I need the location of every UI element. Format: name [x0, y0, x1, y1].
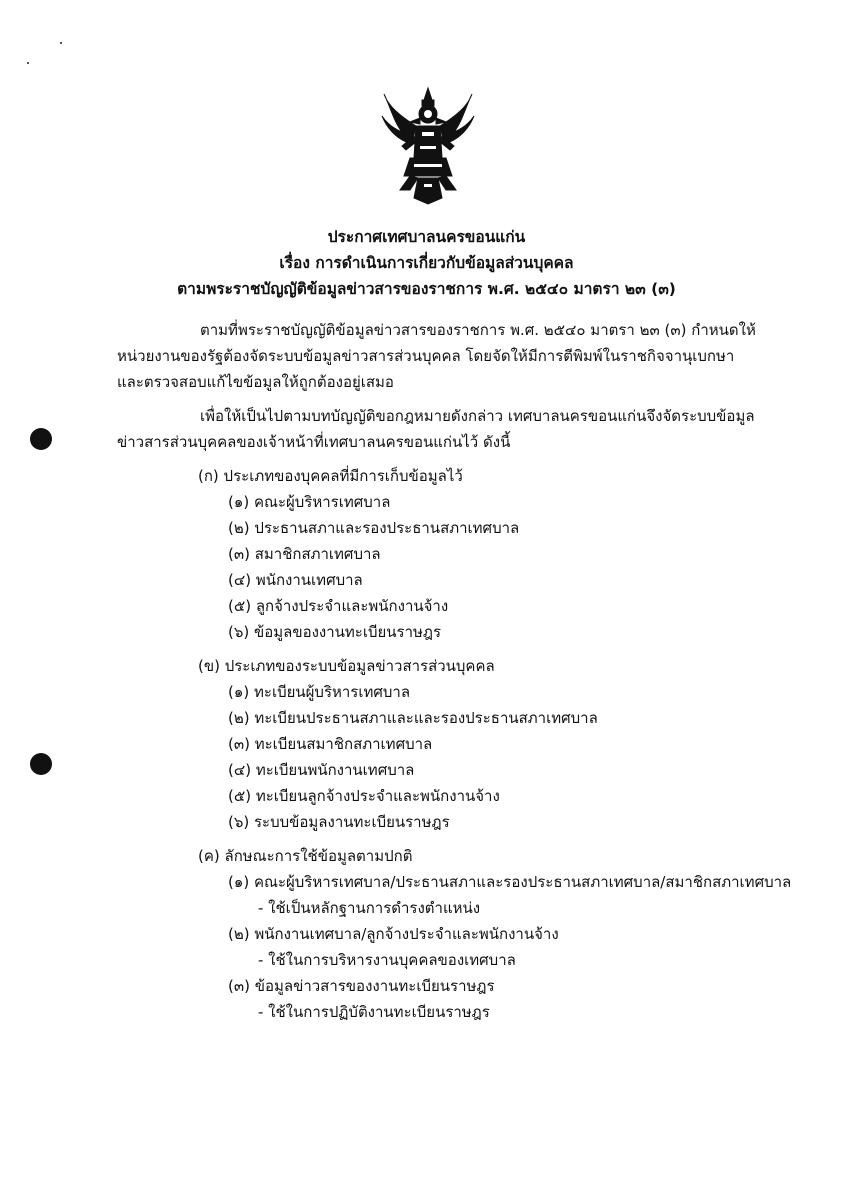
section-b-item: (๕) ทะเบียนลูกจ้างประจำและพนักงานจ้าง	[228, 787, 500, 805]
garuda-emblem-icon	[380, 86, 476, 206]
section-a-item: (๕) ลูกจ้างประจำและพนักงานจ้าง	[228, 597, 449, 615]
punch-hole	[30, 753, 52, 775]
section-a-item: (๖) ข้อมูลของงานทะเบียนราษฎร	[228, 623, 442, 641]
section-c-heading: (ค) ลักษณะการใช้ข้อมูลตามปกติ	[198, 847, 413, 865]
section-a-heading: (ก) ประเภทของบุคคลที่มีการเก็บข้อมูลไว้	[198, 467, 463, 485]
header-line-2: เรื่อง การดำเนินการเกี่ยวกับข้อมูลส่วนบุคคล	[279, 254, 574, 272]
paragraph-1-line-3: และตรวจสอบแก้ไขข้อมูลให้ถูกต้องอยู่เสมอ	[117, 373, 394, 391]
section-c-item-label: (๑) คณะผู้บริหารเทศบาล/ประธานสภาและรองประธานสภาเทศบาล/สมาชิกสภาเทศบาล	[228, 873, 792, 891]
section-b-heading: (ข) ประเภทของระบบข้อมูลข่าวสารส่วนบุคคล	[198, 657, 495, 675]
section-c-item-use: - ใช้เป็นหลักฐานการดำรงตำแหน่ง	[258, 899, 481, 917]
paragraph-2-line-1: เพื่อให้เป็นไปตามบทบัญญัติขอกฎหมายดังกล่าว เทศบาลนครขอนแก่นจึงจัดระบบข้อมูล	[200, 407, 755, 425]
section-b-item: (๖) ระบบข้อมูลงานทะเบียนราษฎร	[228, 813, 450, 831]
section-c-item-use: - ใช้ในการปฏิบัติงานทะเบียนราษฎร	[258, 1003, 490, 1021]
section-c-item-use: - ใช้ในการบริหารงานบุคคลของเทศบาล	[258, 951, 516, 969]
section-a-item: (๓) สมาชิกสภาเทศบาล	[228, 545, 381, 563]
scan-speck	[27, 62, 29, 64]
section-b-item: (๒) ทะเบียนประธานสภาและและรองประธานสภาเทศบาล	[228, 709, 598, 727]
paragraph-2-line-2: ข่าวสารส่วนบุคคลของเจ้าหน้าที่เทศบาลนครขอนแก่นไว้ ดังนี้	[117, 433, 511, 451]
section-b-item: (๓) ทะเบียนสมาชิกสภาเทศบาล	[228, 735, 433, 753]
scan-speck	[60, 42, 62, 44]
paragraph-1-line-1: ตามที่พระราชบัญญัติข้อมูลข่าวสารของราชการ พ.ศ. ๒๕๔๐ มาตรา ๒๓ (๓) กำหนดให้	[200, 321, 756, 339]
section-a-item: (๔) พนักงานเทศบาล	[228, 571, 363, 589]
section-c-item-label: (๒) พนักงานเทศบาล/ลูกจ้างประจำและพนักงานจ้าง	[228, 925, 559, 943]
section-a-item: (๑) คณะผู้บริหารเทศบาล	[228, 493, 391, 511]
section-b-item: (๑) ทะเบียนผู้บริหารเทศบาล	[228, 683, 411, 701]
section-b-item: (๔) ทะเบียนพนักงานเทศบาล	[228, 761, 415, 779]
section-a-item: (๒) ประธานสภาและรองประธานสภาเทศบาล	[228, 519, 520, 537]
paragraph-1-line-2: หน่วยงานของรัฐต้องจัดระบบข้อมูลข่าวสารส่วนบุคคล โดยจัดให้มีการตีพิมพ์ในราชกิจจานุเบกษา	[117, 347, 735, 365]
header-line-3: ตามพระราชบัญญัติข้อมูลข่าวสารของราชการ พ.ศ. ๒๕๔๐ มาตรา ๒๓ (๓)	[177, 280, 676, 298]
punch-hole	[30, 428, 52, 450]
header-line-1: ประกาศเทศบาลนครขอนแก่น	[327, 228, 526, 246]
section-c-item-label: (๓) ข้อมูลข่าวสารของงานทะเบียนราษฎร	[228, 977, 495, 995]
